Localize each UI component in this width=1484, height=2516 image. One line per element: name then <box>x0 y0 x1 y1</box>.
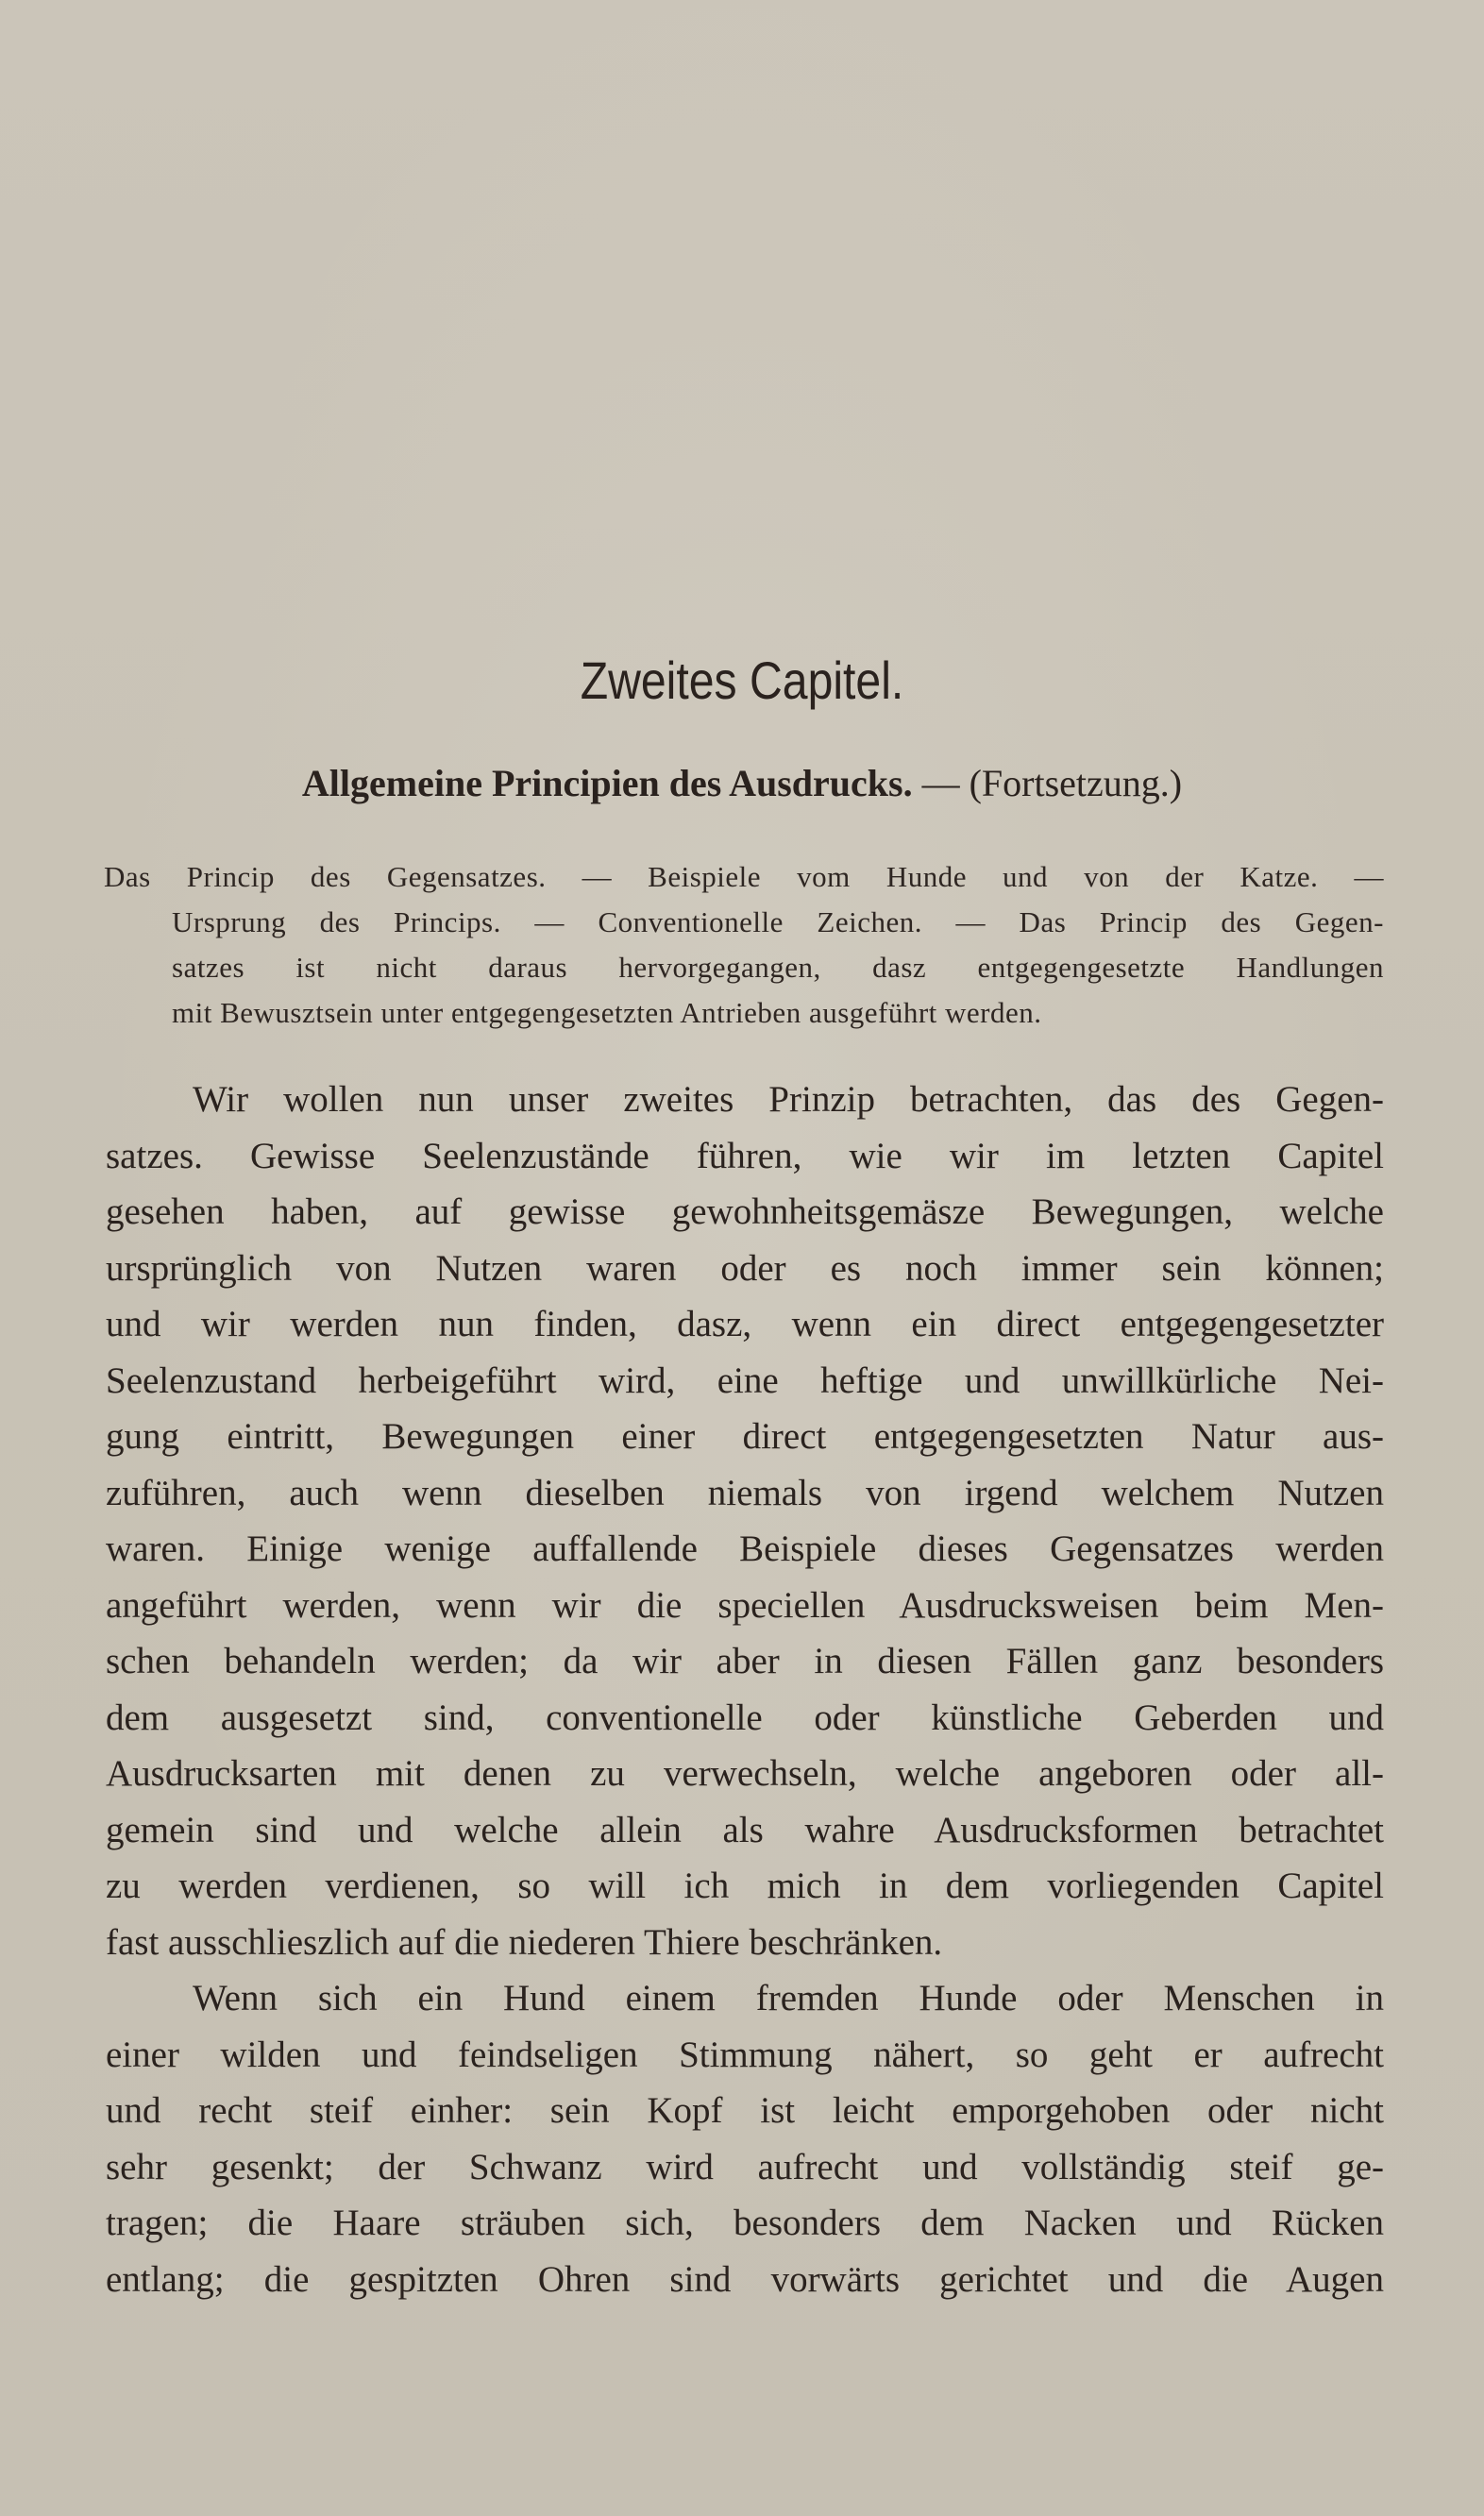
paragraph-1-line: Wir wollen nun unser zweites Prinzip betrachten, das des Gegen- <box>193 1079 1384 1120</box>
paragraph-2-line: einer wilden und feindseligen Stimmung nähert, so geht er aufrecht <box>106 2034 1384 2075</box>
paragraph-2-line: tragen; die Haare sträuben sich, besonders dem Nacken und Rücken <box>106 2203 1384 2243</box>
paragraph-1-line: satzes. Gewisse Seelenzustände führen, wie wir im letzten Capitel <box>106 1135 1384 1176</box>
body-text <box>106 1072 1384 2307</box>
paragraph-2-line: und recht steif einher: sein Kopf ist leicht emporgehoben oder nicht <box>106 2090 1384 2131</box>
paragraph-1-line: angeführt werden, wenn wir die speciellen Ausdrucksweisen beim Men- <box>106 1584 1384 1626</box>
paragraph-1-line: gung eintritt, Bewegungen einer direct entgegengesetzten Natur aus- <box>106 1416 1384 1457</box>
bleed-through-text <box>170 66 1359 330</box>
paragraph-1-line: Seelenzustand herbeigeführt wird, eine heftige und unwillkürliche Nei- <box>106 1359 1384 1401</box>
summary-line: mit Bewusztsein unter entgegengesetzten Antrieben ausgeführt werden. <box>172 996 1042 1029</box>
paragraph-2-line: entlang; die gespitzten Ohren sind vorwärts gerichtet und die Augen <box>106 2258 1384 2300</box>
summary-line: Ursprung des Princips. — Conventionelle Zeichen. — Das Princip des Gegen- <box>172 905 1384 938</box>
chapter-title: Zweites Capitel. <box>580 650 904 710</box>
paragraph-1-line: und wir werden nun finden, dasz, wenn ein direct entgegengesetzter <box>106 1304 1384 1344</box>
paragraph-1-line: gemein sind und welche allein als wahre Ausdrucksformen betrachtet <box>106 1809 1384 1850</box>
paragraph-1-line: Ausdrucksarten mit denen zu verwechseln, welche angeboren oder all- <box>106 1753 1384 1794</box>
paragraph-1-line: waren. Einige wenige auffallende Beispiele dieses Gegensatzes werden <box>106 1528 1384 1569</box>
paragraph-2-line: Wenn sich ein Hund einem fremden Hunde oder Menschen in <box>193 1978 1384 2018</box>
paragraph-1-line: ursprünglich von Nutzen waren oder es noch immer sein können; <box>106 1247 1384 1289</box>
paragraph-1-line: fast ausschlieszlich auf die niederen Thiere beschränken. <box>106 1921 943 1963</box>
paragraph-1-line: gesehen haben, auf gewisse gewohnheitsgemäsze Bewegungen, welche <box>106 1191 1384 1232</box>
chapter-subtitle-continuation: — (Fortsetzung.) <box>912 762 1183 804</box>
paragraph-1-line: zuführen, auch wenn dieselben niemals von irgend welchem Nutzen <box>106 1472 1384 1513</box>
chapter-subtitle <box>0 761 1484 805</box>
summary-line: Das Princip des Gegensatzes. — Beispiele vom Hunde und von der Katze. — <box>104 860 1384 893</box>
paragraph-1-line: zu werden verdienen, so will ich mich in dem vorliegenden Capitel <box>106 1866 1384 1906</box>
chapter-summary <box>104 854 1384 1036</box>
paragraph-2-line: sehr gesenkt; der Schwanz wird aufrecht und vollständig steif ge- <box>106 2146 1384 2187</box>
paragraph-1-line: schen behandeln werden; da wir aber in diesen Fällen ganz besonders <box>106 1641 1384 1681</box>
summary-line: satzes ist nicht daraus hervorgegangen, dasz entgegengesetzte Handlungen <box>172 951 1384 984</box>
chapter-subtitle-main: Allgemeine Principien des Ausdrucks. <box>301 762 913 804</box>
paragraph-1-line: dem ausgesetzt sind, conventionelle oder künstliche Geberden und <box>106 1697 1384 1738</box>
